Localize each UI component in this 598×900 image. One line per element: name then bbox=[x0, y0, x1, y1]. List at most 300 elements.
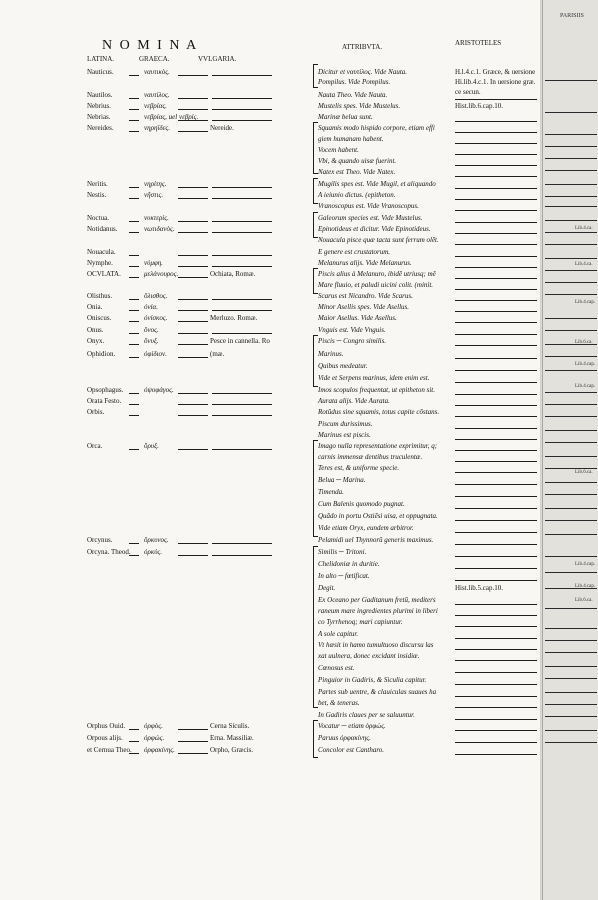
greek-leader bbox=[178, 131, 208, 132]
edge-line bbox=[545, 356, 597, 357]
vulgar-leader bbox=[212, 198, 272, 199]
edge-line bbox=[545, 742, 597, 743]
vulgar-leader bbox=[212, 266, 272, 267]
edge-line bbox=[545, 330, 597, 331]
aristotle-leader bbox=[455, 461, 537, 462]
vulgar-leader bbox=[212, 255, 272, 256]
greek-name: ὄλισθος. bbox=[144, 292, 168, 300]
edge-line bbox=[545, 678, 597, 679]
latin-leader bbox=[129, 75, 139, 76]
latin-name: et Cernua Theo. bbox=[87, 746, 132, 754]
vulgar-name: Erna. Massiliæ. bbox=[210, 734, 254, 742]
greek-leader bbox=[178, 729, 208, 730]
greek-name: ὀρφώς. bbox=[144, 734, 165, 742]
greek-leader bbox=[178, 741, 208, 742]
aristotle-leader bbox=[455, 428, 537, 429]
attribute-text: Nauta Theo. Vide Nauta. bbox=[318, 91, 388, 99]
edge-note: Lib.4.cap. bbox=[575, 300, 596, 305]
edge-line bbox=[545, 704, 597, 705]
aristotle-leader bbox=[455, 754, 537, 755]
edge-line bbox=[545, 170, 597, 171]
edge-line bbox=[545, 158, 597, 159]
attribute-text: carnis immensæ dentibus truculentæ. bbox=[318, 453, 423, 461]
greek-leader bbox=[178, 266, 208, 267]
latin-name: Olisthus. bbox=[87, 292, 113, 300]
attribute-text: Similis ─ Tritoni. bbox=[318, 548, 367, 556]
aristotle-leader bbox=[455, 322, 537, 323]
edge-line bbox=[545, 220, 597, 221]
vulgar-leader bbox=[212, 299, 272, 300]
latin-name: Notidanus. bbox=[87, 225, 118, 233]
latin-leader bbox=[129, 393, 139, 394]
edge-header: PARISIIS bbox=[560, 13, 584, 19]
greek-name: ὄρυξ. bbox=[144, 442, 159, 450]
aristotle-leader bbox=[455, 672, 537, 673]
edge-line bbox=[545, 232, 597, 233]
latin-leader bbox=[129, 357, 139, 358]
attribute-text: Cœnosus est. bbox=[318, 664, 355, 672]
greek-leader bbox=[178, 232, 208, 233]
latin-leader bbox=[129, 109, 139, 110]
aristotle-leader bbox=[455, 568, 537, 569]
aristotle-leader bbox=[455, 358, 537, 359]
aristotle-leader bbox=[455, 289, 537, 290]
attribute-text: Mugilis spes est. Vide Mugil, et aliquando bbox=[318, 180, 436, 188]
edge-note: Lib.6.ca. bbox=[575, 598, 593, 603]
latin-name: Noctua. bbox=[87, 214, 109, 222]
aristotle-leader bbox=[455, 311, 537, 312]
vulgar-leader bbox=[212, 333, 272, 334]
aristotle-leader bbox=[455, 556, 537, 557]
latin-leader bbox=[129, 543, 139, 544]
attribute-brace bbox=[313, 212, 318, 238]
edge-line bbox=[545, 640, 597, 641]
greek-name: νῆστις. bbox=[144, 191, 164, 199]
greek-leader bbox=[178, 221, 208, 222]
vulgar-name: Pesce in cannella. Ro bbox=[210, 337, 270, 345]
greek-name: ὀψοφάγος. bbox=[144, 386, 174, 394]
aristotle-leader bbox=[455, 719, 537, 720]
edge-note: Lib.6.ca. bbox=[575, 340, 593, 345]
edge-line bbox=[545, 196, 597, 197]
aristotle-leader bbox=[455, 121, 537, 122]
aristotle-leader bbox=[455, 615, 537, 616]
attribute-text: raneum mare ingredientes plurimi in liberi bbox=[318, 607, 438, 615]
greek-name: νηρηΐδες. bbox=[144, 124, 170, 132]
vulgar-leader bbox=[212, 449, 272, 450]
attribute-text: Chelidoniæ in duritie. bbox=[318, 560, 380, 568]
vulgar-leader bbox=[212, 221, 272, 222]
edge-line bbox=[545, 270, 597, 271]
attribute-text: Timenda. bbox=[318, 488, 344, 496]
attribute-text: Pelamidi uel Thynnorū generis maximus. bbox=[318, 536, 434, 544]
greek-name: ὀρκύς. bbox=[144, 548, 163, 556]
attribute-text: Piscum durissimus. bbox=[318, 420, 373, 428]
aristotle-leader bbox=[455, 300, 537, 301]
aristotle-leader bbox=[455, 604, 537, 605]
edge-line bbox=[545, 666, 597, 667]
edge-line bbox=[545, 730, 597, 731]
latin-leader bbox=[129, 120, 139, 121]
vulgar-leader bbox=[212, 393, 272, 394]
latin-name: Orca. bbox=[87, 442, 103, 450]
latin-leader bbox=[129, 98, 139, 99]
aristotle-leader bbox=[455, 99, 537, 100]
edge-line bbox=[545, 628, 597, 629]
attribute-text: Scarus est Nicandro. Vide Scarus. bbox=[318, 292, 413, 300]
attribute-brace bbox=[313, 440, 318, 537]
latin-leader bbox=[129, 741, 139, 742]
aristotle-leader bbox=[455, 450, 537, 451]
aristotle-leader bbox=[455, 188, 537, 189]
latin-leader bbox=[129, 333, 139, 334]
attribute-text: Cum Balenis quomodo pugnat. bbox=[318, 500, 405, 508]
greek-leader bbox=[178, 415, 208, 416]
attribute-text: Quibus medeatur. bbox=[318, 362, 368, 370]
latin-name: Nestis. bbox=[87, 191, 107, 199]
edge-note: Lib.4.cap. bbox=[575, 362, 596, 367]
greek-leader bbox=[178, 277, 208, 278]
latin-name: Orata Festo. bbox=[87, 397, 122, 405]
attribute-text: Mare fluuio, et paludi uicini colit. (minit. bbox=[318, 281, 434, 289]
latin-name: Nautilos. bbox=[87, 91, 113, 99]
vulgar-leader bbox=[212, 187, 272, 188]
vulgar-name: Nereide. bbox=[210, 124, 234, 132]
greek-leader bbox=[178, 75, 208, 76]
attribute-text: Vocem habent. bbox=[318, 146, 359, 154]
edge-line bbox=[545, 572, 597, 573]
aristotle-leader bbox=[455, 176, 537, 177]
attribute-text: Vranoscopus est. Vide Vranoscopus. bbox=[318, 202, 419, 210]
latin-name: Nebrias. bbox=[87, 113, 111, 121]
attribute-text: Marinus est piscis. bbox=[318, 431, 371, 439]
latin-leader bbox=[129, 344, 139, 345]
attribute-text: co Tyrrhenoq; mari capiuntur. bbox=[318, 618, 403, 626]
aristotle-leader bbox=[455, 660, 537, 661]
latin-leader bbox=[129, 555, 139, 556]
edge-line bbox=[545, 258, 597, 259]
greek-name: μελάνουρος. bbox=[144, 270, 179, 278]
greek-leader bbox=[178, 404, 208, 405]
attributa-heading: ATTRIBVTA. bbox=[342, 43, 383, 51]
latin-leader bbox=[129, 266, 139, 267]
latin-leader bbox=[129, 729, 139, 730]
edge-note: Lib.4.cap. bbox=[575, 584, 596, 589]
vulgar-leader bbox=[212, 415, 272, 416]
latin-leader bbox=[129, 221, 139, 222]
aristotle-reference: Hist.lib.6.cap.10. bbox=[455, 102, 504, 110]
greek-name: ὄνυξ. bbox=[144, 337, 159, 345]
attribute-text: Aurata alijs. Vide Aurata. bbox=[318, 397, 390, 405]
attribute-text: Piscis ─ Congro similis. bbox=[318, 337, 387, 345]
graeca-heading: GRAECA. bbox=[139, 55, 170, 63]
latin-leader bbox=[129, 299, 139, 300]
edge-line bbox=[545, 456, 597, 457]
aristotle-reference: Hist.lib.5.cap.10. bbox=[455, 584, 504, 592]
attribute-text: Melanurus alijs. Vide Melanurus. bbox=[318, 259, 412, 267]
greek-name: ὀνία. bbox=[144, 303, 158, 311]
edge-line bbox=[545, 442, 597, 443]
attribute-text: In Gadiris claues per se saluuntur. bbox=[318, 711, 415, 719]
greek-leader bbox=[178, 198, 208, 199]
aristotle-leader bbox=[455, 496, 537, 497]
greek-leader bbox=[178, 449, 208, 450]
latin-name: Nouacula. bbox=[87, 248, 116, 256]
attribute-text: Vocatur ─ etiam ὀρφὼς. bbox=[318, 722, 386, 730]
attribute-text: E genere est crustatorum. bbox=[318, 248, 391, 256]
latin-name: Orcyna. Theod. bbox=[87, 548, 131, 556]
greek-name: νωτιδανὸς. bbox=[144, 225, 175, 233]
attribute-text: Imago nulla representatione exprimitur, q; bbox=[318, 442, 438, 450]
latin-name: Nauticus. bbox=[87, 68, 114, 76]
greek-name: ὄρκυνος. bbox=[144, 536, 169, 544]
attribute-brace bbox=[313, 64, 318, 88]
attribute-text: Nouacula pisce quæ tacta sunt ferrum olēt. bbox=[318, 236, 439, 244]
attribute-text: Vide etiam Oryx, eundem arbitror. bbox=[318, 524, 414, 532]
vulgaria-heading: VVLGARIA. bbox=[198, 55, 237, 63]
edge-note: Lib.4.cap. bbox=[575, 562, 596, 567]
greek-leader bbox=[178, 753, 208, 754]
attribute-text: Squamis modo hispido corpore, etiam effi bbox=[318, 124, 435, 132]
attribute-text: Rotūdus sine squamis, totus capite cōstans. bbox=[318, 408, 440, 416]
aristotle-leader bbox=[455, 626, 537, 627]
vulgar-leader bbox=[212, 75, 272, 76]
attribute-text: Pompilus. Vide Pompilus. bbox=[318, 78, 391, 86]
greek-leader bbox=[178, 344, 208, 345]
attribute-brace bbox=[313, 720, 318, 758]
aristotle-leader bbox=[455, 520, 537, 521]
latin-leader bbox=[129, 187, 139, 188]
attribute-text: xat uulnera, donec excidant insidiæ. bbox=[318, 652, 420, 660]
attribute-text: Piscis alius à Melanuro, ibidē utriusq; mẽ bbox=[318, 270, 436, 278]
greek-name: ὀρφὸς. bbox=[144, 722, 163, 730]
vulgar-leader bbox=[212, 109, 272, 110]
attribute-text: Concolor est Cantharo. bbox=[318, 746, 385, 754]
edge-line bbox=[545, 134, 597, 135]
vulgar-leader bbox=[212, 555, 272, 556]
vulgar-name: Orpho, Græcis. bbox=[210, 746, 253, 754]
edge-note: Lib.4.ca. bbox=[575, 226, 593, 231]
greek-leader bbox=[178, 109, 208, 110]
vulgar-leader bbox=[212, 232, 272, 233]
latin-name: Onia. bbox=[87, 303, 103, 311]
edge-line bbox=[545, 520, 597, 521]
latin-leader bbox=[129, 753, 139, 754]
aristotle-leader bbox=[455, 394, 537, 395]
attribute-text: Partes sub uentre, & clauiculas suaues ha bbox=[318, 688, 437, 696]
aristotle-leader bbox=[455, 199, 537, 200]
latin-leader bbox=[129, 198, 139, 199]
edge-line bbox=[545, 652, 597, 653]
aristotle-leader bbox=[455, 244, 537, 245]
aristotle-leader bbox=[455, 580, 537, 581]
aristotle-leader bbox=[455, 707, 537, 708]
attribute-text: Vt hæsit in hamo tumultuoso discursu las bbox=[318, 641, 434, 649]
greek-leader bbox=[178, 98, 208, 99]
attribute-brace bbox=[313, 178, 318, 204]
greek-name: ὄνος. bbox=[144, 326, 159, 334]
greek-leader bbox=[178, 299, 208, 300]
aristotle-leader bbox=[455, 472, 537, 473]
edge-note: Lib.4.ca. bbox=[575, 262, 593, 267]
latin-leader bbox=[129, 415, 139, 416]
latin-name: Nereides. bbox=[87, 124, 114, 132]
aristotle-leader bbox=[455, 382, 537, 383]
edge-line bbox=[545, 430, 597, 431]
vulgar-leader bbox=[212, 98, 272, 99]
greek-name: νηρίτης. bbox=[144, 180, 167, 188]
latin-name: Orbis. bbox=[87, 408, 105, 416]
edge-line bbox=[545, 80, 597, 81]
aristotle-leader bbox=[455, 532, 537, 533]
attribute-text: A sole capitur. bbox=[318, 630, 359, 638]
attribute-text: bet, & teneras. bbox=[318, 699, 360, 707]
aristotle-leader bbox=[455, 405, 537, 406]
adjacent-page-edge bbox=[542, 0, 598, 900]
aristotle-reference: Hi.lib.4.c.1. In uersione græ. bbox=[455, 78, 536, 86]
latin-name: Ophidion. bbox=[87, 350, 116, 358]
aristotle-leader bbox=[455, 256, 537, 257]
vulgar-name: Ochiata, Romæ. bbox=[210, 270, 256, 278]
aristotle-leader bbox=[455, 267, 537, 268]
edge-line bbox=[545, 294, 597, 295]
attribute-text: Minor Asellis spes. Vide Asellus. bbox=[318, 303, 409, 311]
latin-name: OCVLATA. bbox=[87, 270, 121, 278]
aristotle-leader bbox=[455, 345, 537, 346]
edge-line bbox=[545, 508, 597, 509]
latina-heading: LATINA. bbox=[87, 55, 115, 63]
attribute-brace bbox=[313, 268, 318, 294]
aristotle-leader bbox=[455, 742, 537, 743]
attribute-brace bbox=[313, 335, 318, 387]
attribute-text: Natex est Theo. Vide Natex. bbox=[318, 168, 396, 176]
edge-note: Lib.6.ca. bbox=[575, 470, 593, 475]
aristotle-leader bbox=[455, 730, 537, 731]
greek-name: ὀρφακίνης. bbox=[144, 746, 175, 754]
attribute-text: Degit. bbox=[318, 584, 336, 592]
attribute-text: Dicitur et ναυτίλος. Vide Nauta. bbox=[318, 68, 408, 76]
attribute-text: Vide et Serpens marinus, idem enim est. bbox=[318, 374, 430, 382]
edge-line bbox=[545, 244, 597, 245]
latin-name: Onus. bbox=[87, 326, 104, 334]
greek-name: νεβρίας, uel νεβρίς. bbox=[144, 113, 199, 121]
latin-name: Orphus Ouid. bbox=[87, 722, 126, 730]
edge-line bbox=[545, 534, 597, 535]
edge-line bbox=[545, 608, 597, 609]
attribute-text: Belua ─ Marina. bbox=[318, 476, 366, 484]
edge-line bbox=[545, 370, 597, 371]
attribute-text: Marinus. bbox=[318, 350, 344, 358]
edge-line bbox=[545, 318, 597, 319]
aristotle-leader bbox=[455, 278, 537, 279]
attribute-text: Epinotideus et dicitur. Vide Epinotideus. bbox=[318, 225, 431, 233]
edge-line bbox=[545, 112, 597, 113]
aristotle-leader bbox=[455, 439, 537, 440]
greek-leader bbox=[178, 333, 208, 334]
edge-line bbox=[545, 184, 597, 185]
greek-name: νεβρίας. bbox=[144, 102, 167, 110]
attribute-text: Paruus ὀρφακίνης. bbox=[318, 734, 371, 742]
aristotle-leader bbox=[455, 210, 537, 211]
edge-line bbox=[545, 482, 597, 483]
aristotle-leader bbox=[455, 696, 537, 697]
latin-name: Nebrius. bbox=[87, 102, 111, 110]
edge-line bbox=[545, 692, 597, 693]
greek-name: ναυτίλος. bbox=[144, 91, 170, 99]
aristotle-leader bbox=[455, 334, 537, 335]
edge-line bbox=[545, 404, 597, 405]
aristotle-reference: H.l.4.c.1. Græce, & uersione bbox=[455, 68, 536, 76]
latin-name: Oniscus. bbox=[87, 314, 112, 322]
aristotle-leader bbox=[455, 233, 537, 234]
latin-name: Neritis. bbox=[87, 180, 108, 188]
aristotle-leader bbox=[455, 132, 537, 133]
attribute-text: Mustelis spes. Vide Mustelus. bbox=[318, 102, 401, 110]
aristotle-leader bbox=[455, 484, 537, 485]
attribute-text: Quādo in portu Ostiēsi uisa, et oppugnata. bbox=[318, 512, 438, 520]
attribute-text: giem humanam habent. bbox=[318, 135, 384, 143]
aristotle-leader bbox=[455, 649, 537, 650]
aristotle-leader bbox=[455, 416, 537, 417]
latin-leader bbox=[129, 321, 139, 322]
attribute-text: Pinguior in Gadiris, & Siculia capitur. bbox=[318, 676, 427, 684]
greek-leader bbox=[178, 555, 208, 556]
latin-leader bbox=[129, 232, 139, 233]
edge-line bbox=[545, 282, 597, 283]
aristotle-leader bbox=[455, 684, 537, 685]
attribute-brace bbox=[313, 122, 318, 174]
attribute-text: Marinæ belua sunt. bbox=[318, 113, 373, 121]
latin-name: Opsophagus. bbox=[87, 386, 124, 394]
aristotle-leader bbox=[455, 143, 537, 144]
greek-leader bbox=[178, 120, 208, 121]
latin-name: Orcynus. bbox=[87, 536, 113, 544]
latin-name: Orpous alijs. bbox=[87, 734, 123, 742]
attribute-text: Maior Asellus. Vide Asellus. bbox=[318, 314, 397, 322]
edge-line bbox=[545, 392, 597, 393]
vulgar-leader bbox=[212, 310, 272, 311]
aristotle-reference: ce secun. bbox=[455, 88, 481, 96]
aristotle-leader bbox=[455, 638, 537, 639]
vulgar-name: (mæ. bbox=[210, 350, 225, 358]
attribute-text: Vbi, & quando uisæ fuerint. bbox=[318, 157, 397, 165]
greek-leader bbox=[178, 543, 208, 544]
attribute-text: In alto ─ fœtificat. bbox=[318, 572, 370, 580]
aristotle-leader bbox=[455, 508, 537, 509]
latin-leader bbox=[129, 255, 139, 256]
edge-line bbox=[545, 206, 597, 207]
attribute-text: A ieiunio dictus. (epitheton. bbox=[318, 191, 396, 199]
aristoteles-heading: ARISTOTELES bbox=[455, 39, 502, 47]
vulgar-leader bbox=[212, 543, 272, 544]
attribute-text: Galeorum species est. Vide Mustelus. bbox=[318, 214, 423, 222]
greek-leader bbox=[178, 255, 208, 256]
edge-note: Lib.4.cap. bbox=[575, 384, 596, 389]
aristotle-leader bbox=[455, 222, 537, 223]
edge-line bbox=[545, 494, 597, 495]
edge-line bbox=[545, 556, 597, 557]
aristotle-leader bbox=[455, 165, 537, 166]
vulgar-leader bbox=[212, 120, 272, 121]
vulgar-leader bbox=[212, 404, 272, 405]
attribute-text: Imos scopulos frequentat, ut epitheton sit. bbox=[318, 386, 435, 394]
greek-leader bbox=[178, 321, 208, 322]
latin-name: Onyx. bbox=[87, 337, 105, 345]
greek-name: ὀνίσκος. bbox=[144, 314, 168, 322]
greek-name: ὀφίδιον. bbox=[144, 350, 167, 358]
greek-name: νύμφη. bbox=[144, 259, 163, 267]
greek-name: ναυτικὸς. bbox=[144, 68, 170, 76]
